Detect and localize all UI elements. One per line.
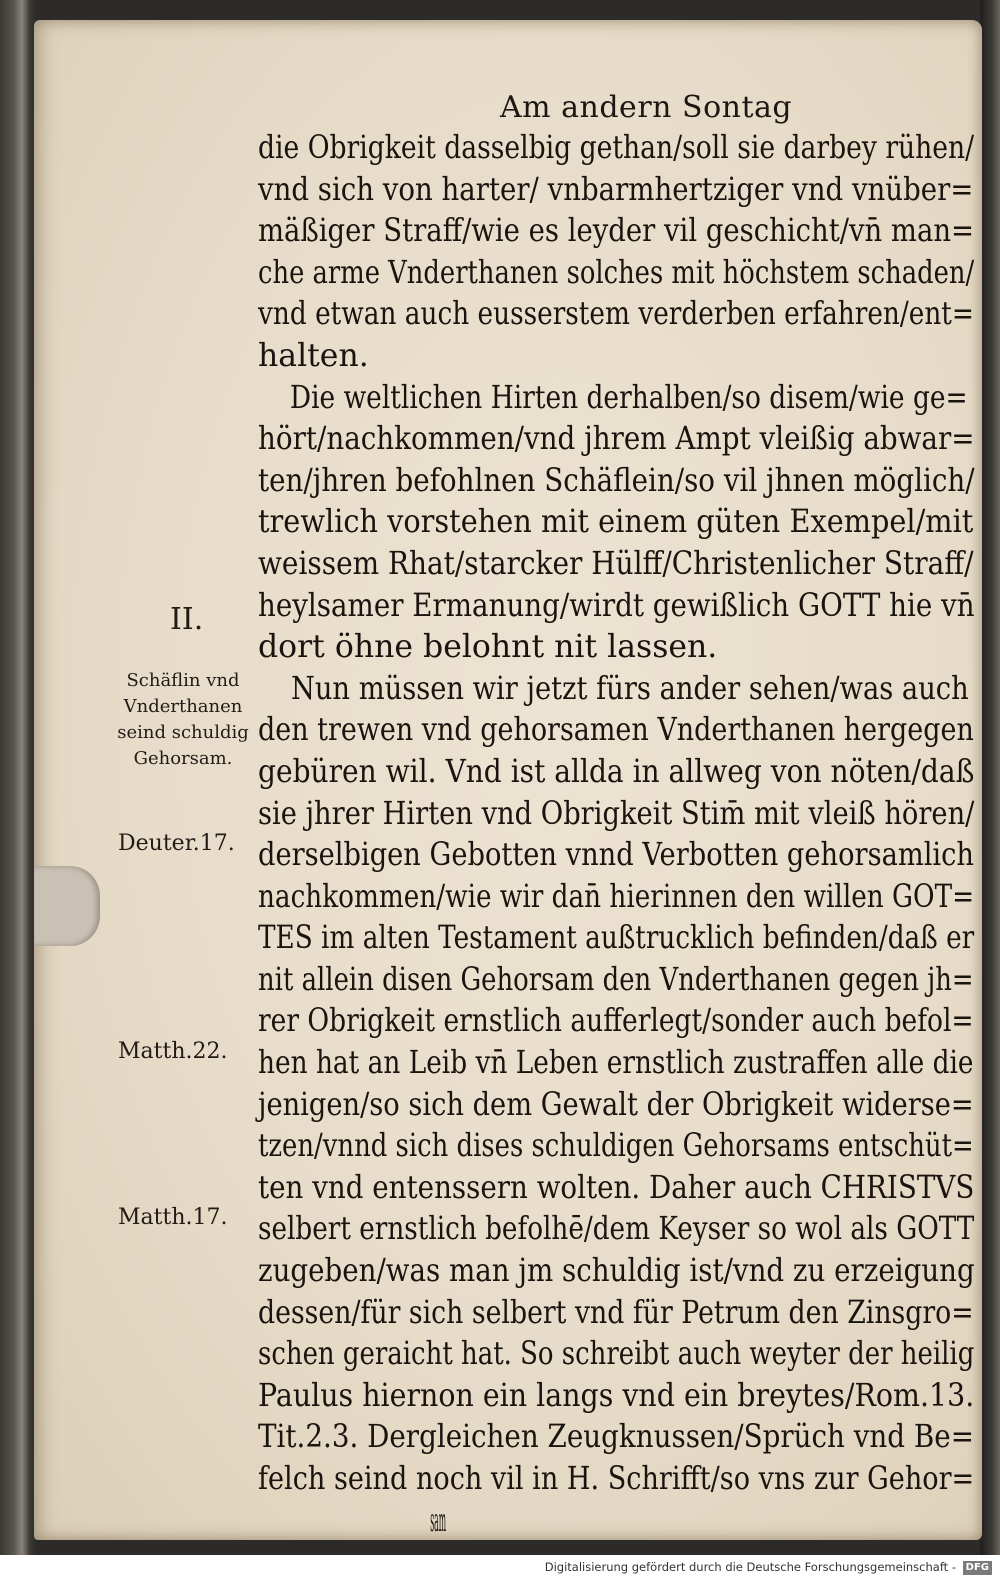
text-line: dessen/für sich selbert vnd für Petrum den Zinsgro= xyxy=(258,1294,974,1331)
text-line: Paulus hiernon ein langs vnd ein breytes/Rom.13. xyxy=(258,1377,975,1414)
text-line: heylsamer Ermanung/wirdt gewißlich GOTT hie vn̄ xyxy=(258,587,975,624)
dfg-logo: DFG xyxy=(963,1561,992,1575)
catchword: sam xyxy=(430,1502,447,1539)
text-line: TES im alten Testament außtrucklich befinden/daß er xyxy=(258,920,975,957)
text-line: vnd etwan auch eusserstem verderben erfahren/ent= xyxy=(258,296,974,333)
text-line: rer Obrigkeit ernstlich aufferlegt/sonder auch befol= xyxy=(258,1003,974,1040)
text-line: selbert ernstlich befolhē/dem Keyser so wol als GOTT xyxy=(258,1211,975,1248)
text-line: die Obrigkeit dasselbig gethan/soll sie darbey rühen/ xyxy=(258,130,975,166)
text-line: gebüren wil. Vnd ist allda in allweg von nöten/daß xyxy=(258,753,975,790)
text-line: jenigen/so sich dem Gewalt der Obrigkeit widerse= xyxy=(258,1086,974,1123)
text-line: mäßiger Straff/wie es leyder vil geschicht/vn̄ man= xyxy=(258,213,975,250)
body-text xyxy=(258,128,978,1542)
text-line: Tit.2.3. Dergleichen Zeugknussen/Sprüch vnd Be= xyxy=(258,1419,974,1456)
text-line: che arme Vnderthanen solches mit höchstem schaden/ xyxy=(258,254,975,291)
book-edge-right xyxy=(980,0,1000,1555)
text-line: tzen/vnnd sich dises schuldigen Gehorsams entschüt= xyxy=(258,1128,974,1165)
text-line: vnd sich von harter/ vnbarmhertziger vnd vnüber= xyxy=(258,171,974,208)
text-line: nachkommen/wie wir dan̄ hierinnen den willen GOT= xyxy=(258,878,975,915)
text-line: ten vnd entenssern wolten. Daher auch CHRISTVS xyxy=(258,1169,975,1206)
footer-text: Digitalisierung gefördert durch die Deutsche Forschungsgemeinschaft - xyxy=(544,1560,956,1574)
text-line: derselbigen Gebotten vnnd Verbotten gehorsamlich xyxy=(258,837,975,874)
text-line: hen hat an Leib vn̄ Leben ernstlich zustraffen alle die xyxy=(258,1045,974,1082)
margin-ref-matth22: Matth.22. xyxy=(118,1039,228,1064)
text-line: schen geraicht hat. So schreibt auch weyter der heilig xyxy=(258,1336,975,1373)
footer-credit xyxy=(0,1555,1000,1579)
margin-ref-deuter: Deuter.17. xyxy=(118,831,235,856)
text-line: Nun müssen wir jetzt fürs ander sehen/was auch xyxy=(290,670,969,707)
margin-section-number: II. xyxy=(170,602,204,637)
running-head: Am andern Sontag xyxy=(500,90,793,125)
margin-gloss: Schäflin vnd Vnderthanen seind schuldig Gehorsam. xyxy=(117,670,249,769)
text-line: halten. xyxy=(258,337,369,374)
margin-ref-matth17: Matth.17. xyxy=(118,1205,228,1230)
text-line: zugeben/was man jm schuldig ist/vnd zu erzeigung xyxy=(258,1253,975,1290)
text-line: dort öhne belohnt nit lassen. xyxy=(258,629,718,666)
text-line: den trewen vnd gehorsamen Vnderthanen hergegen xyxy=(258,712,974,749)
text-line: sie jhrer Hirten vnd Obrigkeit Stim̄ mit vleiß hören/ xyxy=(258,795,975,832)
text-line: ten/jhren befohlnen Schäflein/so vil jhnen möglich/ xyxy=(258,462,975,499)
text-line: Die weltlichen Hirten derhalben/so disem/wie ge= xyxy=(289,379,968,416)
text-line: weissem Rhat/starcker Hülff/Christenlicher Straff/ xyxy=(258,545,974,582)
page-clip xyxy=(34,866,100,946)
text-line: hört/nachkommen/vnd jhrem Ampt vleißig abwar= xyxy=(258,421,975,458)
text-line: nit allein disen Gehorsam den Vnderthanen gegen jh= xyxy=(258,961,974,998)
text-line: trewlich vorstehen mit einem güten Exempel/mit xyxy=(258,504,974,541)
text-line: felch seind noch vil in H. Schrifft/so vns zur Gehor= xyxy=(258,1461,975,1497)
